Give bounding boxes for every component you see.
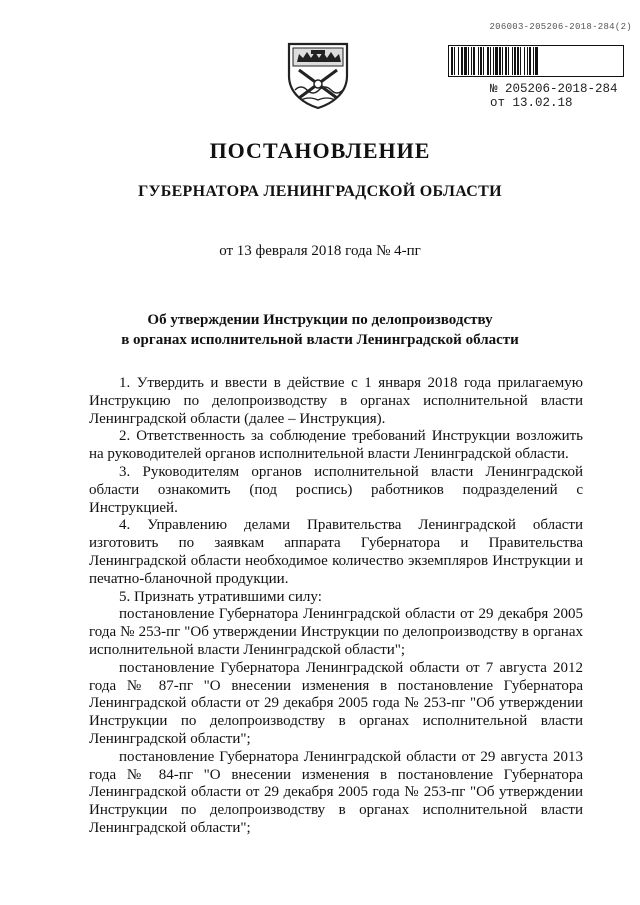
document-issuer: ГУБЕРНАТОРА ЛЕНИНГРАДСКОЙ ОБЛАСТИ: [138, 183, 502, 200]
registration-number: № 205206-2018-284: [490, 82, 618, 96]
barcode-bar: [490, 47, 491, 75]
barcode-bar: [471, 47, 472, 75]
paragraph-1: 1. Утвердить и ввести в действие с 1 января 2018 года прилагаемую Инструкцию по делопроизводству в органах исполнительной власти Ленинградской области (далее – Инструкция).: [89, 375, 583, 427]
coat-of-arms-icon: [285, 40, 351, 110]
registration-stamp: [490, 82, 618, 110]
barcode-bar: [468, 47, 469, 75]
barcode-bar: [451, 47, 453, 75]
barcode-bar: [527, 47, 528, 75]
barcode-bar: [493, 47, 494, 75]
repealed-item-2: постановление Губернатора Ленинградской области от 7 августа 2012 года № 87-пг "О внесении изменения в постановление Губернатора Ленинградской области от 29 декабря 2005 года № 253-пг "Об утверждении Инструкции по делопроизводству в органах исполнительной власти Ленинградской области";: [89, 659, 583, 747]
paragraph-5: 5. Признать утратившими силу:: [119, 588, 322, 605]
barcode-bar: [464, 47, 467, 75]
registration-date: от 13.02.18: [490, 96, 573, 110]
barcode-bar: [508, 47, 509, 75]
barcode-bar: [458, 47, 459, 75]
barcode-bar: [483, 47, 484, 75]
barcode-bar: [473, 47, 475, 75]
subject-line: Об утверждении Инструкции по делопроизводству: [147, 312, 493, 328]
repealed-item-1: постановление Губернатора Ленинградской области от 29 декабря 2005 года № 253-пг "Об утверждении Инструкции по делопроизводству в органах исполнительной власти Ленинградской области";: [89, 606, 583, 658]
barcode-bar: [502, 47, 503, 75]
repealed-item-3: постановление Губернатора Ленинградской области от 29 августа 2013 года № 84-пг "О внесении изменения в постановление Губернатора Ленинградской области от 29 декабря 2005 года № 253-пг "Об утверждении Инструкции по делопроизводству в органах исполнительной власти Ленинградской области";: [89, 748, 583, 836]
barcode-bar: [461, 47, 463, 75]
subject-line: в органах исполнительной власти Ленинградской области: [121, 332, 519, 348]
paragraph-3: 3. Руководителям органов исполнительной власти Ленинградской области ознакомить (под роспись) работников подразделений с Инструкцией.: [89, 463, 583, 516]
document-title: ПОСТАНОВЛЕНИЕ: [209, 138, 431, 163]
barcode-bar: [512, 47, 513, 75]
barcode-bar: [517, 47, 519, 75]
barcode-bar: [535, 47, 538, 75]
barcode-bar: [529, 47, 531, 75]
barcode-bar: [480, 47, 482, 75]
barcode-bar: [520, 47, 521, 75]
barcode-bar: [505, 47, 507, 75]
barcode: [448, 45, 624, 77]
document-date: от 13 февраля 2018 года № 4-пг: [219, 243, 421, 259]
barcode-bar: [495, 47, 498, 75]
barcode-bar: [487, 47, 489, 75]
barcode-bar: [514, 47, 516, 75]
barcode-bar: [454, 47, 455, 75]
document-subject: [0, 310, 640, 350]
barcode-bar: [499, 47, 501, 75]
paragraph-2: 2. Ответственность за соблюдение требований Инструкции возложить на руководителей органов исполнительной власти Ленинградской области.: [89, 428, 583, 463]
paragraph-4: 4. Управлению делами Правительства Ленинградской области изготовить по заявкам аппарата Губернатора и Правительства Ленинградской области необходимое количество экземпляров Инструкции и печатно-бланочной продукции.: [89, 517, 583, 587]
barcode-bar: [533, 47, 534, 75]
barcode-bar: [478, 47, 479, 75]
document-code: 206003-205206-2018-284(2): [489, 22, 632, 32]
barcode-bar: [524, 47, 525, 75]
document-body: [89, 375, 583, 838]
